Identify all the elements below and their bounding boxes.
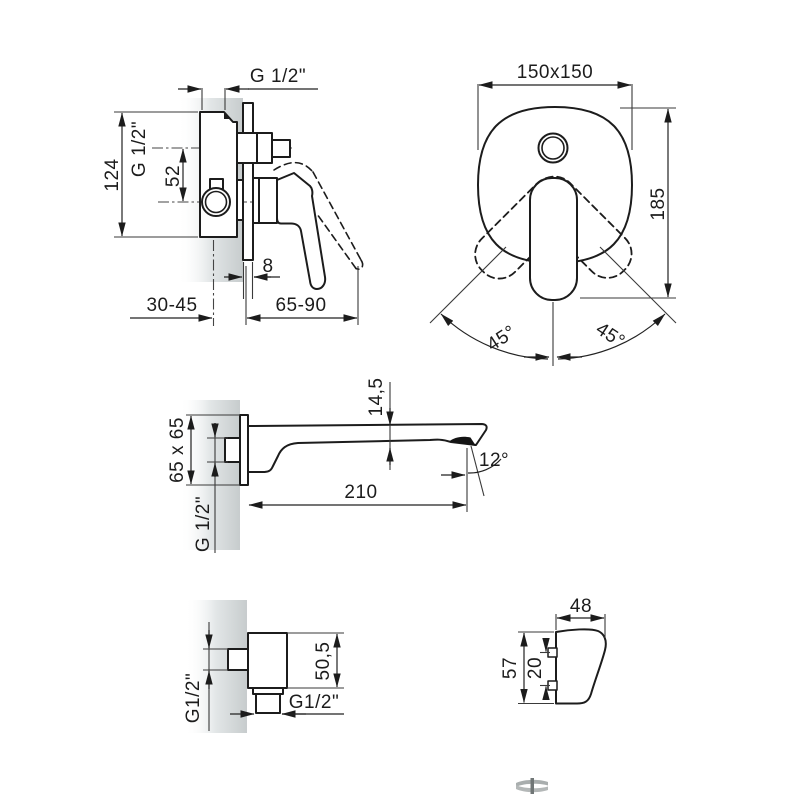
elbow-nipple	[228, 649, 248, 670]
spout-body	[248, 424, 487, 472]
dim-label-install-depth: 30-45	[146, 295, 198, 316]
diverter-knob-inner	[542, 137, 564, 159]
valve-neck	[237, 180, 243, 220]
handle-front	[530, 178, 577, 300]
dim-label-swing-left: 45°	[483, 321, 521, 356]
dim-label-plate-size: 150x150	[516, 62, 594, 83]
brand-logo	[516, 778, 548, 794]
view-mixer-side	[102, 66, 363, 326]
dim-label-plate-thickness: 8	[262, 256, 274, 277]
view-spout-side	[167, 378, 509, 553]
view-elbow-profile	[500, 596, 606, 704]
dim-spout-length	[249, 448, 467, 512]
dim-label-handle-reach: 65-90	[275, 295, 327, 316]
dim-label-spout-thread: G 1/2"	[193, 495, 215, 553]
dim-label-profile-depth: 48	[569, 596, 593, 617]
valve-inner-circle	[206, 192, 227, 213]
dim-label-thread-inlet: G 1/2"	[129, 120, 151, 178]
profile-body	[556, 629, 606, 703]
dim-label-swing-right: 45°	[591, 318, 629, 353]
dim-elbow-outlet-thread	[230, 692, 344, 714]
dim-overall-height	[580, 108, 676, 298]
dim-label-overall-height: 185	[648, 187, 670, 221]
view-elbow	[183, 600, 344, 733]
dim-label-tip-thickness: 14,5	[366, 377, 388, 417]
mixer-body	[200, 112, 237, 237]
view-mixer-front	[430, 62, 676, 366]
wall-plate	[243, 103, 253, 260]
dim-label-port-offset: 52	[163, 164, 185, 188]
cartridge	[253, 178, 277, 223]
dim-label-flange-size: 65 x 65	[167, 417, 189, 483]
dim-label-profile-height: 57	[500, 656, 522, 680]
top-port-thread	[272, 140, 290, 157]
elbow-outlet-pipe	[256, 694, 280, 713]
elbow-body	[248, 633, 287, 688]
lever-handle	[277, 173, 325, 289]
dim-tip-thickness	[366, 378, 390, 470]
dim-label-screw-spacing: 20	[525, 656, 547, 680]
spout-flange	[240, 415, 248, 485]
dim-screw-spacing	[525, 638, 550, 700]
dim-label-body-height: 124	[102, 158, 124, 192]
dim-label-elbow-wall-thread: G1/2"	[183, 672, 205, 724]
top-port	[237, 133, 272, 163]
dim-label-thread-top: G 1/2"	[249, 66, 307, 87]
dim-label-spout-length: 210	[344, 482, 378, 503]
dim-elbow-height	[287, 633, 344, 688]
dim-label-tip-angle: 12°	[478, 450, 510, 471]
dim-label-elbow-height: 50,5	[313, 641, 335, 681]
dim-tip-angle	[441, 446, 509, 496]
dim-label-elbow-outlet-thread: G1/2"	[288, 692, 340, 713]
